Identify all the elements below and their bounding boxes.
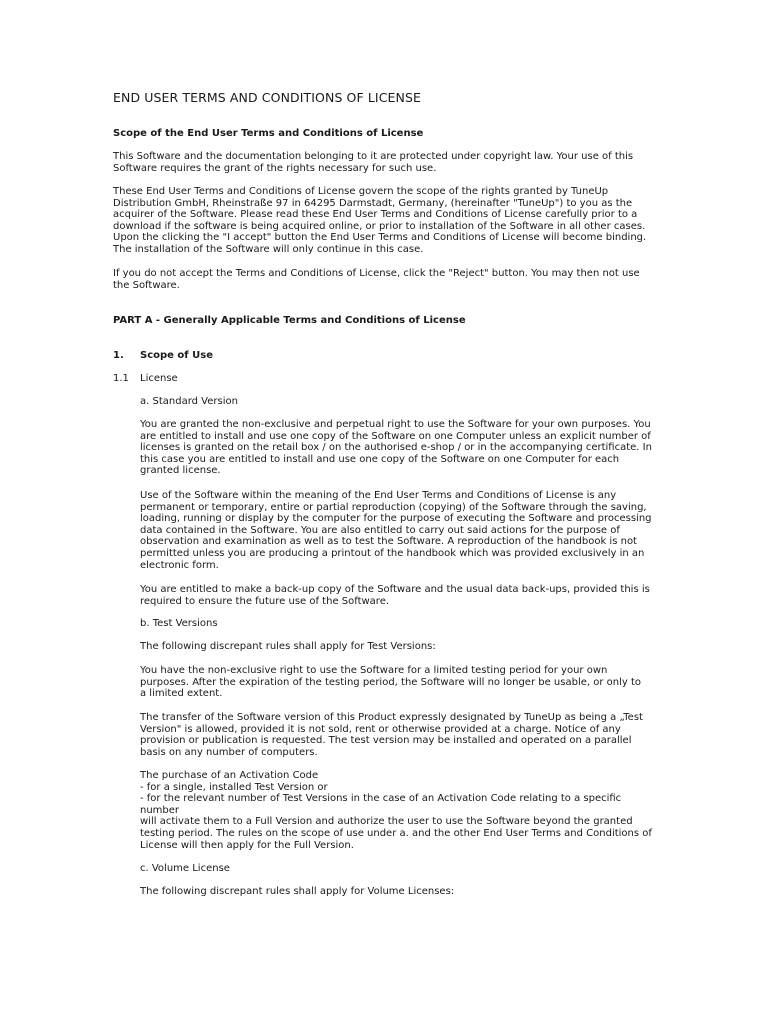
document-page: [113, 0, 658, 1024]
text-line: required to ensure the future use of the Software.: [140, 595, 390, 607]
section-number: 1.: [113, 350, 124, 361]
text-line: Software requires the grant of the rights necessary for such use.: [113, 162, 437, 174]
text-line: download if the software is being acquired online, or prior to installation of the Software in all other cases.: [113, 220, 646, 232]
test-versions-intro: The following discrepant rules shall apply for Test Versions:: [140, 641, 436, 652]
section-number: 1.1: [113, 373, 129, 384]
section-title: License: [140, 373, 178, 384]
text-line: are entitled to install and use one copy of the Software on one Computer unless an explicit number of: [140, 430, 651, 442]
section-title: Scope of Use: [140, 350, 213, 361]
section-1-heading: [113, 350, 213, 362]
text-line: permitted unless you are producing a printout of the handbook which was provided exclusively in an: [140, 547, 645, 559]
intro-paragraph-1: [113, 151, 633, 174]
text-line: You are granted the non-exclusive and perpetual right to use the Software for your own purposes. You: [140, 419, 651, 430]
part-a-heading: PART A - Generally Applicable Terms and Conditions of License: [113, 315, 466, 326]
text-line: granted license.: [140, 465, 221, 477]
scope-heading: Scope of the End User Terms and Conditions of License: [113, 128, 424, 139]
text-line: - for the relevant number of Test Versions in the case of an Activation Code relating to a specific: [140, 793, 622, 805]
volume-license-heading: c. Volume License: [140, 863, 230, 874]
text-line: The purchase of an Activation Code: [140, 770, 319, 781]
text-line: observation and examination as well as to test the Software. A reproduction of the handbook is not: [140, 536, 637, 548]
intro-paragraph-3: [113, 268, 640, 291]
test-versions-paragraph-2: [140, 712, 643, 758]
text-line: loading, running or display by the computer for the purpose of executing the Software and processing: [140, 513, 652, 525]
standard-version-paragraph-3: [140, 584, 650, 607]
text-line: You are entitled to make a back-up copy of the Software and the usual data back-ups, provided this is: [140, 584, 650, 595]
test-versions-paragraph-3: [140, 770, 652, 851]
section-1-1-heading: [113, 373, 178, 385]
text-line: The transfer of the Software version of this Product expressly designated by TuneUp as being a „Test: [140, 712, 643, 723]
text-line: The installation of the Software will only continue in this case.: [113, 243, 424, 255]
text-line: purposes. After the expiration of the testing period, the Software will no longer be usable, or only to: [140, 676, 642, 688]
text-line: testing period. The rules on the scope of use under a. and the other End User Terms and Conditions of: [140, 827, 652, 839]
text-line: provision or publication is requested. The test version may be installed and operated on a parallel: [140, 735, 632, 747]
text-line: permanent or temporary, entire or partial reproduction (copying) of the Software through the saving,: [140, 501, 647, 513]
text-line: basis on any number of computers.: [140, 746, 318, 758]
test-versions-paragraph-1: [140, 665, 641, 700]
text-line: acquirer of the Software. Please read these End User Terms and Conditions of License carefully prior to a: [113, 209, 638, 221]
text-line: Upon the clicking the "I accept" button the End User Terms and Conditions of License will become binding.: [113, 232, 647, 244]
intro-paragraph-2: [113, 186, 646, 256]
text-line: These End User Terms and Conditions of License govern the scope of the rights granted by TuneUp: [113, 186, 609, 197]
text-line: number: [140, 804, 180, 816]
text-line: If you do not accept the Terms and Conditions of License, click the "Reject" button. You may then not use: [113, 268, 640, 279]
volume-license-intro: The following discrepant rules shall apply for Volume Licenses:: [140, 886, 455, 897]
text-line: data contained in the Software. You are also entitled to carry out said actions for the purpose of: [140, 524, 620, 536]
text-line: Use of the Software within the meaning of the End User Terms and Conditions of License is any: [140, 490, 617, 501]
text-line: electronic form.: [140, 559, 219, 571]
text-line: - for a single, installed Test Version or: [140, 781, 328, 793]
standard-version-paragraph-2: [140, 490, 652, 571]
text-line: licenses is granted on the retail box / on the authorised e-shop / or in the accompanying certificate. In: [140, 442, 652, 454]
standard-version-heading: a. Standard Version: [140, 396, 238, 407]
text-line: this case you are entitled to install and use one copy of the Software on one Computer for each: [140, 453, 620, 465]
text-line: License will then apply for the Full Version.: [140, 839, 354, 851]
document-title: END USER TERMS AND CONDITIONS OF LICENSE: [113, 90, 422, 105]
text-line: the Software.: [113, 279, 180, 291]
text-line: a limited extent.: [140, 688, 223, 700]
text-line: Version" is allowed, provided it is not sold, rent or otherwise provided at a charge. Notice of any: [140, 723, 621, 735]
text-line: will activate them to a Full Version and authorize the user to use the Software beyond the granted: [140, 816, 633, 828]
standard-version-paragraph-1: [140, 419, 652, 477]
text-line: Distribution GmbH, Rheinstraße 97 in 64295 Darmstadt, Germany, (hereinafter "TuneUp") to you as the: [113, 197, 633, 209]
text-line: This Software and the documentation belonging to it are protected under copyright law. Your use of this: [113, 151, 634, 162]
text-line: You have the non-exclusive right to use the Software for a limited testing period for your own: [140, 665, 608, 676]
test-versions-heading: b. Test Versions: [140, 618, 218, 629]
